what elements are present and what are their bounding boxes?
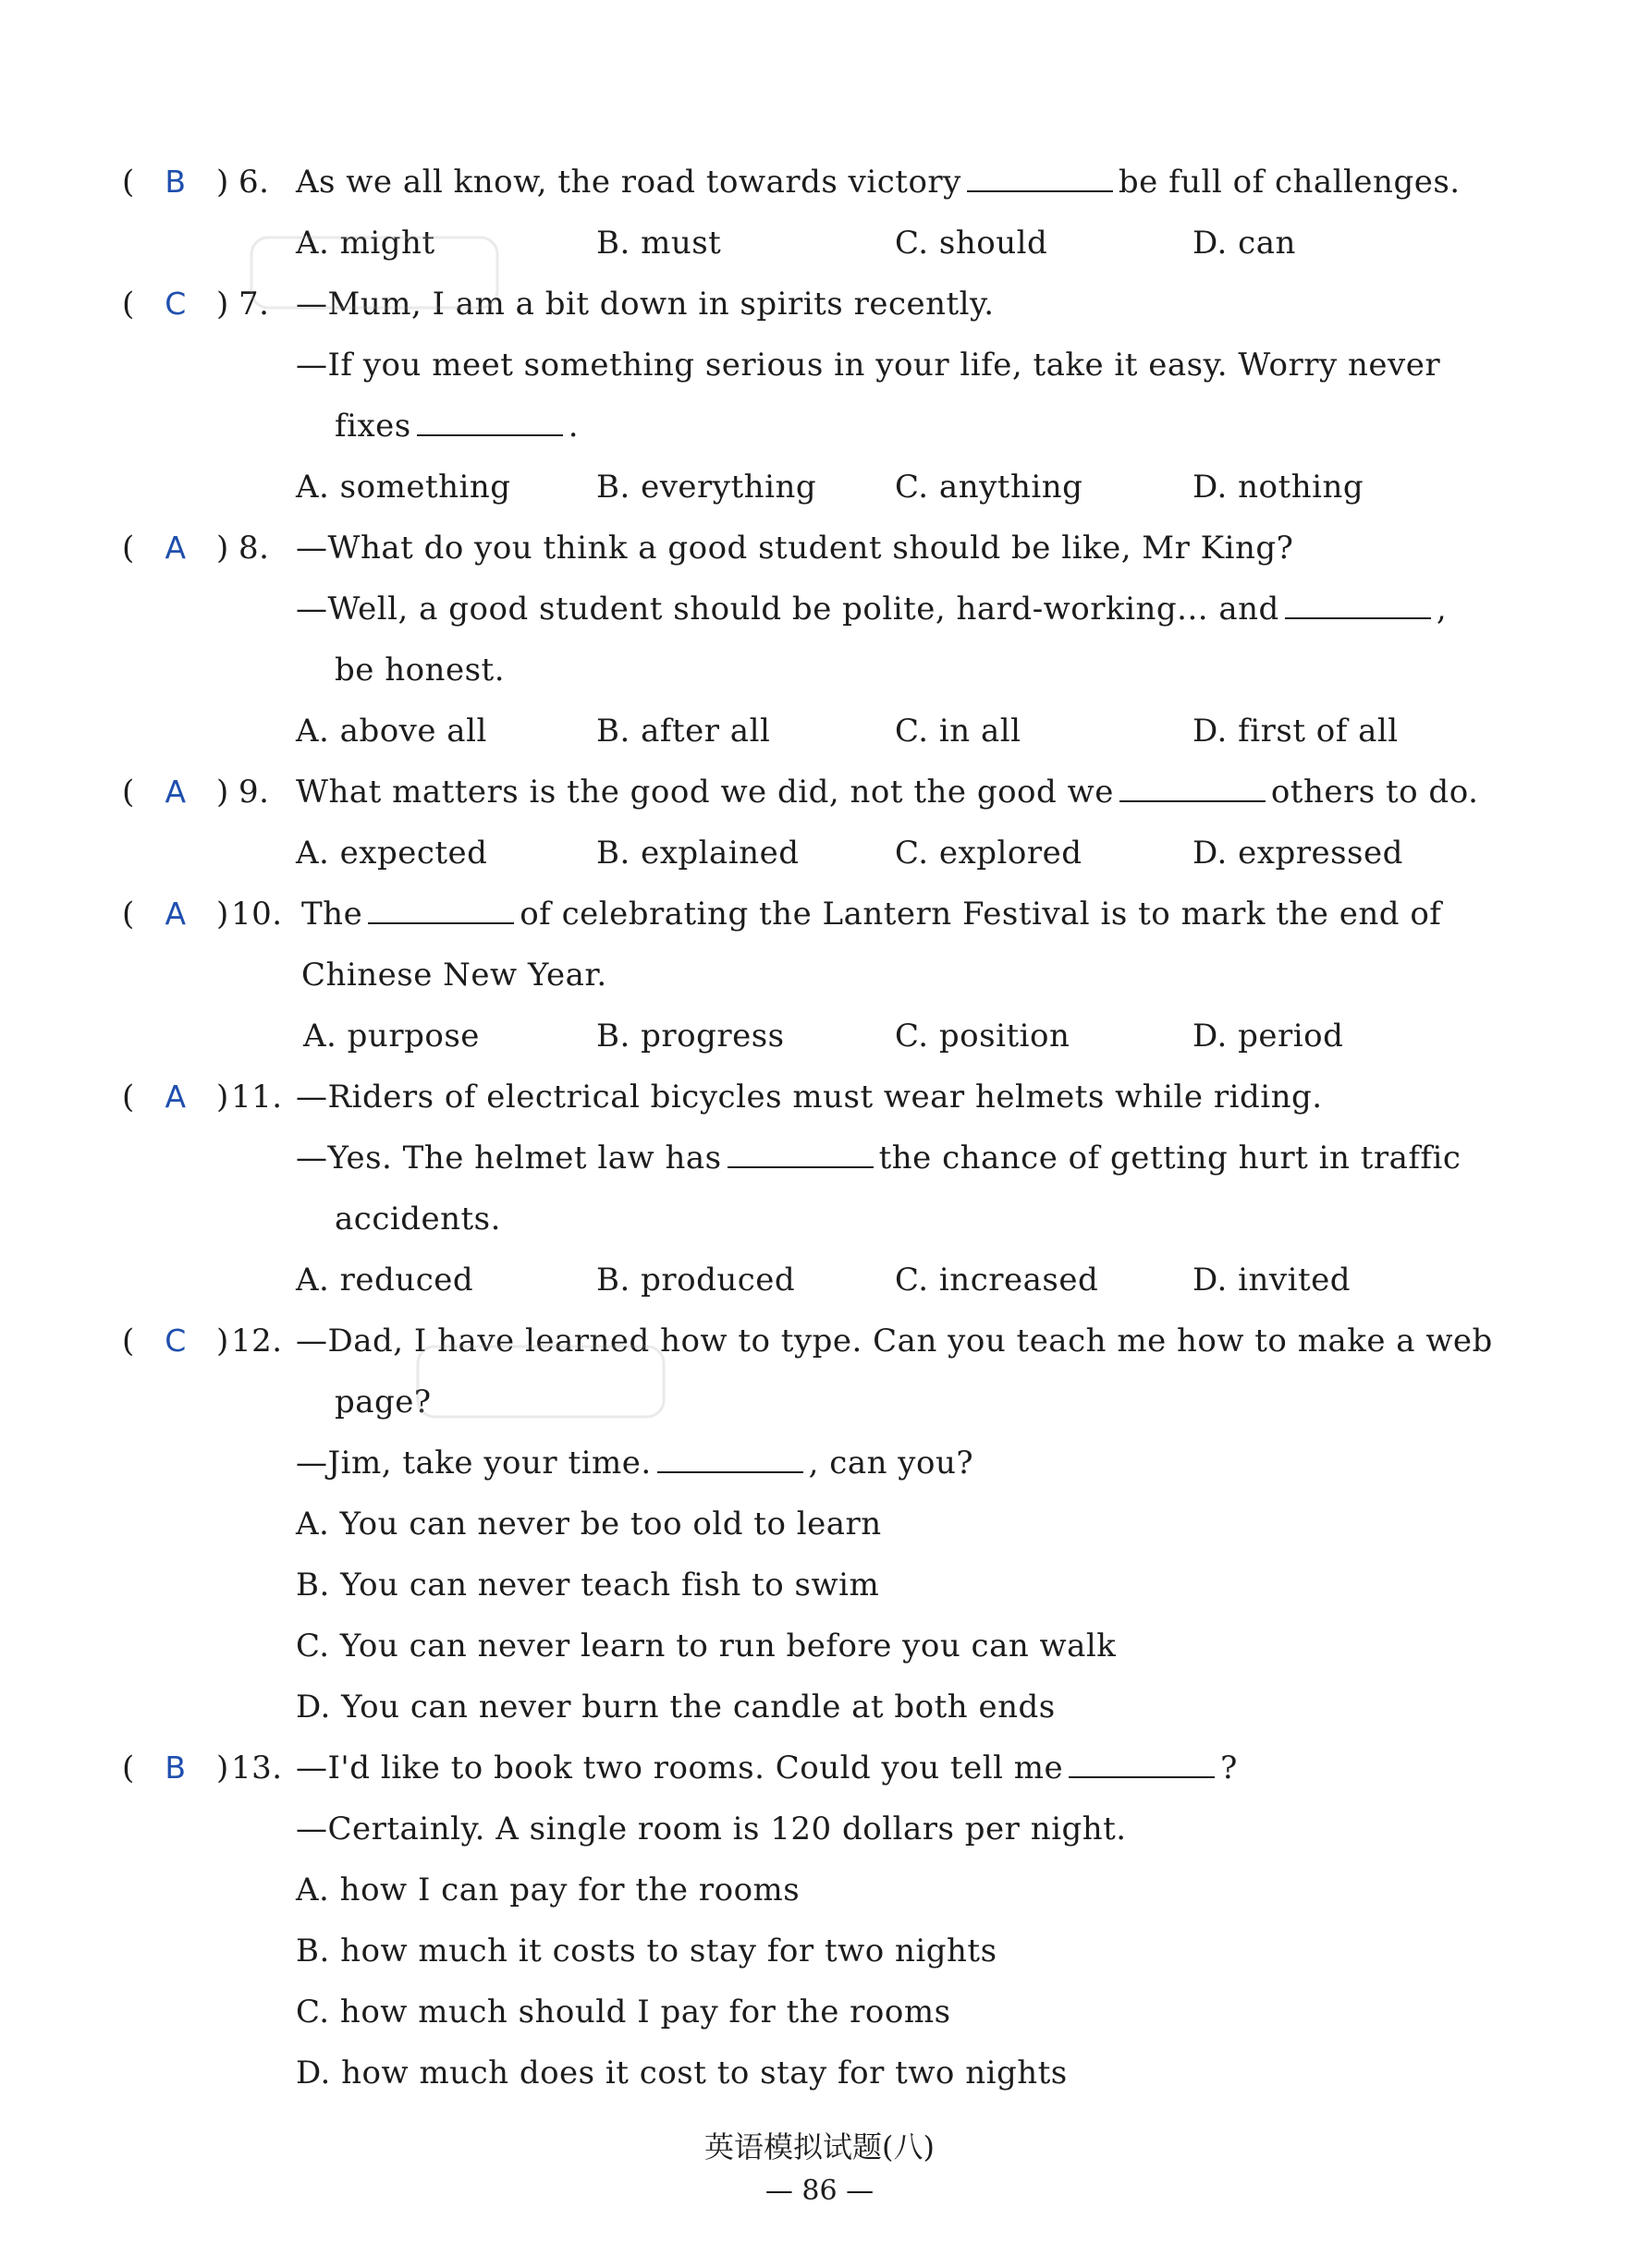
question-stem: —Dad, I have learned how to type. Can you teach me how to make a web (296, 1323, 1493, 1360)
question-stem: As we all know, the road towards victory be full of challenges. (296, 152, 1461, 213)
question-number: 11. (231, 1079, 283, 1116)
question-number: 6. (239, 164, 270, 201)
option-c: C. increased (895, 1262, 1099, 1299)
option-c: C. position (895, 1018, 1070, 1055)
option-a: A. might (296, 225, 435, 262)
answer-blank (1069, 1739, 1215, 1778)
answer-blank (967, 153, 1113, 192)
option-d: D. period (1193, 1018, 1344, 1055)
option-b: B. everything (596, 469, 817, 506)
answer-6: B (165, 164, 187, 200)
question-number: 13. (231, 1750, 283, 1786)
question-stem: What matters is the good we did, not the good we others to do. (296, 762, 1478, 823)
answer-11: A (165, 1079, 187, 1115)
answer-blank (1285, 580, 1431, 619)
option-d: D. first of all (1193, 713, 1399, 750)
option-a: A. something (296, 469, 511, 506)
question-stem: —I'd like to book two rooms. Could you tell me ? (296, 1738, 1238, 1799)
footer-title: 英语模拟试题(八) (704, 2129, 935, 2164)
watermark-icon (250, 236, 499, 310)
option-b: B. must (596, 225, 722, 262)
question-number: 8. (239, 530, 270, 567)
option-d: D. nothing (1193, 469, 1364, 506)
answer-12: C (165, 1323, 187, 1359)
answer-9: A (165, 774, 187, 810)
page-number: — 86 — (764, 2175, 875, 2207)
answer-blank (728, 1129, 874, 1168)
answer-7: C (165, 286, 187, 322)
question-stem: —What do you think a good student should be like, Mr King? (296, 530, 1294, 567)
watermark-icon (416, 1345, 666, 1419)
option-d: D. expressed (1193, 835, 1403, 872)
option-a: A. above all (296, 713, 487, 750)
option-c: C. should (895, 225, 1048, 262)
answer-13: B (165, 1750, 187, 1786)
answer-blank (368, 885, 514, 924)
option-b: B. explained (596, 835, 800, 872)
option-a: A. reduced (296, 1262, 474, 1299)
answer-10: A (165, 896, 187, 932)
answer-blank (657, 1434, 803, 1473)
option-b: B. after all (596, 713, 771, 750)
question-stem: The of celebrating the Lantern Festival is to mark the end of (301, 884, 1441, 945)
option-c: C. in all (895, 713, 1021, 750)
question-stem: —Mum, I am a bit down in spirits recently. (296, 286, 995, 323)
option-d: D. can (1193, 225, 1296, 262)
answer-blank (1119, 763, 1266, 802)
question-number: 7. (239, 286, 270, 323)
option-d: D. invited (1193, 1262, 1352, 1299)
answer-8: A (165, 530, 187, 566)
option-b: B. produced (596, 1262, 796, 1299)
answer-blank (417, 397, 563, 436)
question-number: 12. (231, 1323, 283, 1360)
question-number: 10. (231, 896, 283, 933)
question-number: 9. (239, 774, 270, 811)
question-stem: —Riders of electrical bicycles must wear helmets while riding. (296, 1079, 1323, 1116)
option-a: A. expected (296, 835, 488, 872)
option-c: C. anything (895, 469, 1083, 506)
option-c: C. explored (895, 835, 1082, 872)
option-b: B. progress (596, 1018, 785, 1055)
option-a: A. purpose (303, 1018, 480, 1055)
exam-page: ( B ) 6. As we all know, the road towards victory be full of challenges. A. might B. must C. should D. can ( C ) 7. —Mum, I am a bit down in spirits recently. —If you meet something serious in your life, take it easy. Worry never fixes . A. something B. everything C. anything D. nothing ( A ) 8. —What do you think a good student should be like, Mr King? —Well, a good student should be polite, hard-working... and , be honest. A. above all B. after all C. in all D. first of all ( A ) 9. What matters is the good we did, not the good we others to do. A. expected B. explained C. explored D. expressed ( A ) 10. The of celebrating the Lantern Festival is to mark the end of Chinese New Year. A. purpose B. progress C. position D. period ( A ) 11. —Riders of electrical bicycles must wear helmets while riding. —Yes. The helmet law has the chance of getting hurt in traffic accidents. A. reduced B. produced C. increased D. invited ( C ) 12. —Dad, I have learned how to type. Can you teach me how to make a web page? —Jim, take your time. , can you? A. You can never be too old to learn B. You can never teach fish to swim C. You can never learn to run before you can walk D. You can never burn the candle at both ends ( B ) 13. —I'd like to book two rooms. Could you tell me ? —Certainly. A single room is 120 dollars per night. A. how I can pay for the rooms B. how much it costs to stay for two nights C. how much should I pay for the rooms D. how much does it cost to stay for two nights 英语模拟试题(八) — 86 — (0, 0, 1639, 2268)
